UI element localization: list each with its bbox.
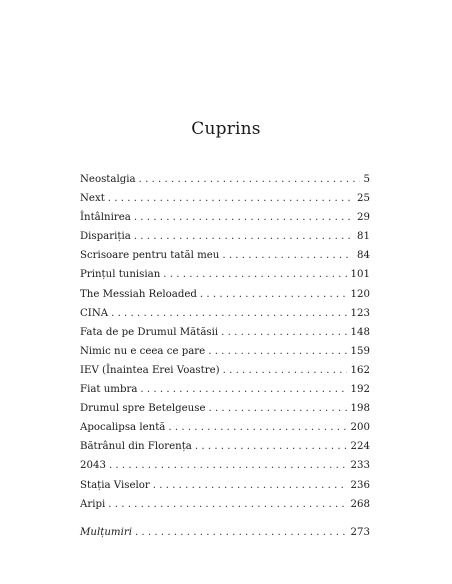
toc-entry-page: 120	[350, 288, 370, 300]
toc-entry-title: Dispariția	[80, 231, 131, 243]
dot-leader	[108, 193, 353, 204]
toc-entry-iev	[80, 365, 370, 384]
toc-entry-page: 148	[350, 326, 370, 338]
toc-entry-messiah-reloaded	[80, 289, 370, 308]
toc-entry-page: 29	[357, 212, 370, 224]
toc-entry-printul-tunisian	[80, 269, 370, 288]
dot-leader	[111, 308, 346, 319]
dot-leader	[200, 289, 347, 300]
toc-entry-nimic-nu-e	[80, 346, 370, 365]
toc-entry-fata-drumul-matasii	[80, 327, 370, 346]
toc-entry-title: Apocalipsa lentă	[80, 422, 166, 434]
toc-entry-page: 236	[350, 479, 370, 491]
dot-leader	[153, 480, 347, 491]
toc-entry-next	[80, 193, 370, 212]
dot-leader	[163, 269, 346, 280]
toc-entry-batranul-florenta	[80, 441, 370, 460]
toc-entry-aripi	[80, 499, 370, 518]
toc-entry-title: Întâlnirea	[80, 212, 131, 224]
toc-entry-title: Bătrânul din Florența	[80, 441, 192, 453]
dot-leader	[109, 460, 347, 471]
dot-leader	[168, 422, 346, 433]
toc-entry-page: 81	[357, 231, 370, 243]
toc-entry-2043	[80, 460, 370, 479]
toc-entry-title: Scrisoare pentru tatăl meu	[80, 250, 220, 262]
toc-entry-disparitia	[80, 231, 370, 250]
toc-entry-betelgeuse	[80, 403, 370, 422]
dot-leader	[208, 403, 346, 414]
toc-entry-title: Fata de pe Drumul Mătăsii	[80, 326, 219, 338]
toc-entry-page: 162	[350, 364, 370, 376]
dot-leader	[134, 231, 353, 242]
toc-entry-title: Mulțumiri	[80, 526, 132, 538]
toc-entry-title: Drumul spre Betelgeuse	[80, 403, 206, 415]
toc-entry-neostalgia	[80, 174, 370, 193]
dot-leader	[222, 250, 353, 261]
toc-entry-title: Aripi	[80, 498, 106, 510]
toc-entry-page: 192	[350, 384, 370, 396]
toc-entry-title: CINA	[80, 307, 109, 319]
toc-entry-title: Nimic nu e ceea ce pare	[80, 345, 206, 357]
toc-entry-title: The Messiah Reloaded	[80, 288, 197, 300]
toc-entry-page: 101	[350, 269, 370, 281]
toc-entry-page: 224	[350, 441, 370, 453]
toc-entry-multumiri	[80, 527, 370, 546]
toc-entry-page: 268	[350, 498, 370, 510]
toc-entry-page: 84	[357, 250, 370, 262]
toc-entry-page: 25	[357, 193, 370, 205]
toc-entry-page: 200	[350, 422, 370, 434]
toc-entry-title: 2043	[80, 460, 106, 472]
toc-entry-page: 5	[363, 174, 370, 185]
toc-entry-page: 159	[350, 345, 370, 357]
toc-entry-title: Next	[80, 193, 105, 205]
dot-leader	[221, 327, 346, 338]
toc-entry-statia-viselor	[80, 480, 370, 499]
toc-entry-cina	[80, 308, 370, 327]
toc-entry-page: 233	[350, 460, 370, 472]
dot-leader	[208, 346, 346, 357]
toc-entry-title: Stația Viselor	[80, 479, 150, 491]
toc-entry-page: 273	[350, 526, 370, 538]
table-of-contents	[80, 174, 370, 546]
dot-leader	[135, 527, 347, 538]
toc-entry-title: Fiat umbra	[80, 384, 138, 396]
toc-entry-page: 198	[350, 403, 370, 415]
page-title: Cuprins	[191, 119, 261, 139]
toc-entry-apocalipsa-lenta	[80, 422, 370, 441]
toc-entry-title: Prințul tunisian	[80, 269, 161, 281]
dot-leader	[140, 384, 346, 395]
toc-entry-fiat-umbra	[80, 384, 370, 403]
toc-entry-title: Neostalgia	[80, 174, 136, 185]
dot-leader	[195, 441, 347, 452]
toc-entry-scrisoare	[80, 250, 370, 269]
dot-leader	[223, 365, 347, 376]
dot-leader	[139, 174, 360, 185]
toc-entry-page: 123	[350, 307, 370, 319]
dot-leader	[108, 499, 346, 510]
toc-entry-intalnirea	[80, 212, 370, 231]
dot-leader	[134, 212, 353, 223]
toc-entry-title: IEV (Înaintea Erei Voastre)	[80, 364, 220, 376]
